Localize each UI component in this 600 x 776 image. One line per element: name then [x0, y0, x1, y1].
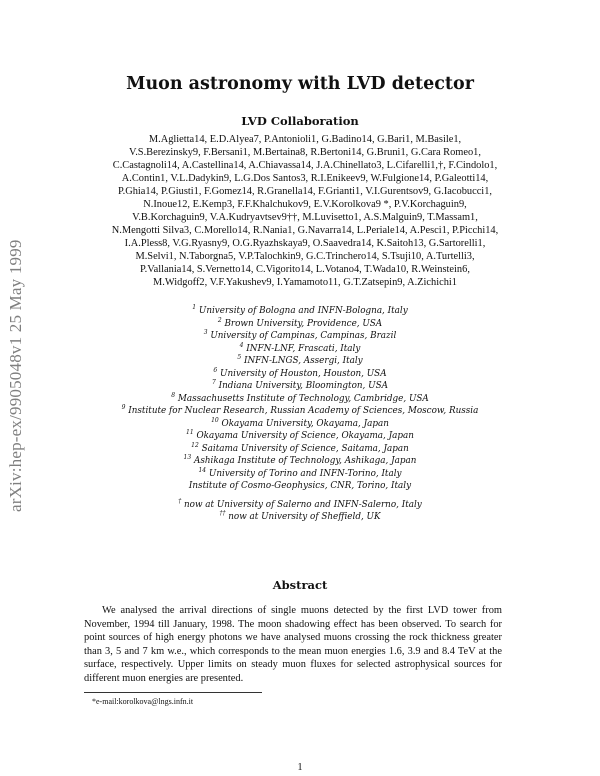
abstract-body: We analysed the arrival directions of single muons detected by the first LVD tower from November, 1994 till January, 1998. The moon shadowing effect has been observed. To search for point sources of high energy photons we have analysed muons crossing the rock thickness greater than 3, 5 and 7 km w.e., which corresponds to the mean muon energies 1.6, 3.9 and 8.4 TeV at the surface, respectively. Upper limits on steady muon fluxes for selected astrophysical sources for different muon energies are presented. [84, 605, 502, 684]
affiliation: $^{11}$ Okayama University of Science, Okayama, Japan [186, 429, 414, 441]
author-list [70, 133, 540, 289]
author-line: M.Selvi1, N.Taborgna5, V.P.Talochkin9, G.C.Trinchero14, S.Tsuji10, A.Turtelli3, [135, 251, 475, 262]
abstract-heading: Abstract [272, 578, 328, 592]
collaboration-name: LVD Collaboration [241, 114, 359, 128]
footnote-rule [84, 692, 262, 693]
author-line: M.Aglietta14, E.D.Alyea7, P.Antonioli1, G.Badino14, G.Bari1, M.Basile1, [148, 134, 462, 145]
author-line: P.Ghia14, P.Giusti1, F.Gomez14, R.Granella14, F.Grianti1, V.I.Gurentsov9, G.Iacobucci1, [118, 186, 492, 197]
affiliation: $^8$ Massachusetts Institute of Technology, Cambridge, USA [171, 391, 429, 404]
author-line: N.Mengotti Silva3, C.Morello14, R.Nania1, G.Navarra14, L.Periale14, A.Pesci1, P.Picchi14, [111, 225, 499, 236]
author-line: N.Inoue12, E.Kemp3, F.F.Khalchukov9, E.V.Korolkova9 *, P.V.Korchaguin9, [143, 199, 467, 210]
affiliation: Institute of Cosmo-Geophysics, CNR, Torino, Italy [188, 481, 412, 491]
affiliation: $^3$ University of Campinas, Campinas, Brazil [203, 329, 397, 341]
author-line: C.Castagnoli14, A.Castellina14, A.Chiavassa14, J.A.Chinellato3, L.Cifarelli1,†, F.Cindolo1, [112, 160, 498, 171]
affiliation: $^9$ Institute for Nuclear Research, Russian Academy of Sciences, Moscow, Russia [121, 404, 479, 416]
affiliation: $^1$ University of Bologna and INFN-Bologna, Italy [192, 304, 408, 316]
author-line: A.Contin1, V.L.Dadykin9, L.G.Dos Santos3, R.I.Enikeev9, W.Fulgione14, P.Galeotti14, [121, 173, 489, 184]
author-line: P.Vallania14, S.Vernetto14, C.Vigorito14, L.Votano4, T.Wada10, R.Weinstein6, [140, 264, 470, 275]
affiliation: $^6$ University of Houston, Houston, USA [213, 366, 387, 379]
paper-title: Muon astronomy with LVD detector [126, 74, 474, 94]
author-line: I.A.Pless8, V.G.Ryasny9, O.G.Ryazhskaya9, O.Saavedra14, K.Saitoh13, G.Sartorelli1, [124, 238, 486, 249]
affiliation: $^7$ Indiana University, Bloomington, USA [212, 379, 388, 391]
special-affiliation: † now at University of Salerno and INFN-Salerno, Italy [178, 497, 422, 510]
author-line: V.B.Korchaguin9, V.A.Kudryavtsev9††, M.Luvisetto1, A.S.Malguin9, T.Massam1, [132, 212, 478, 223]
affiliation: $^{12}$ Saitama University of Science, Saitama, Japan [191, 441, 409, 454]
affiliation: $^2$ Brown University, Providence, USA [217, 316, 383, 329]
author-line: M.Widgoff2, V.F.Yakushev9, I.Yamamoto11, G.T.Zatsepin9, A.Zichichi1 [152, 277, 458, 288]
special-affiliation: †† now at University of Sheffield, UK [219, 510, 381, 522]
page-number: 1 [297, 762, 303, 773]
footnote-email: *e-mail:korolkova@lngs.infn.it [92, 697, 194, 706]
arxiv-identifier-stamp: arXiv:hep-ex/9905048v1 25 May 1999 [6, 239, 25, 512]
affiliation: $^{10}$ Okayama University, Okayama, Japan [211, 416, 389, 429]
affiliation: $^{13}$ Ashikaga Institute of Technology, Ashikaga, Japan [183, 454, 417, 466]
affiliation: $^5$ INFN-LNGS, Assergi, Italy [237, 354, 363, 366]
affiliation: $^4$ INFN-LNF, Frascati, Italy [239, 341, 361, 354]
affiliation-list [60, 305, 540, 524]
author-line: V.S.Berezinsky9, F.Bersani1, M.Bertaina8, R.Bertoni14, G.Bruni1, G.Cara Romeo1, [129, 147, 481, 158]
affiliation: $^{14}$ University of Torino and INFN-Torino, Italy [198, 466, 402, 479]
